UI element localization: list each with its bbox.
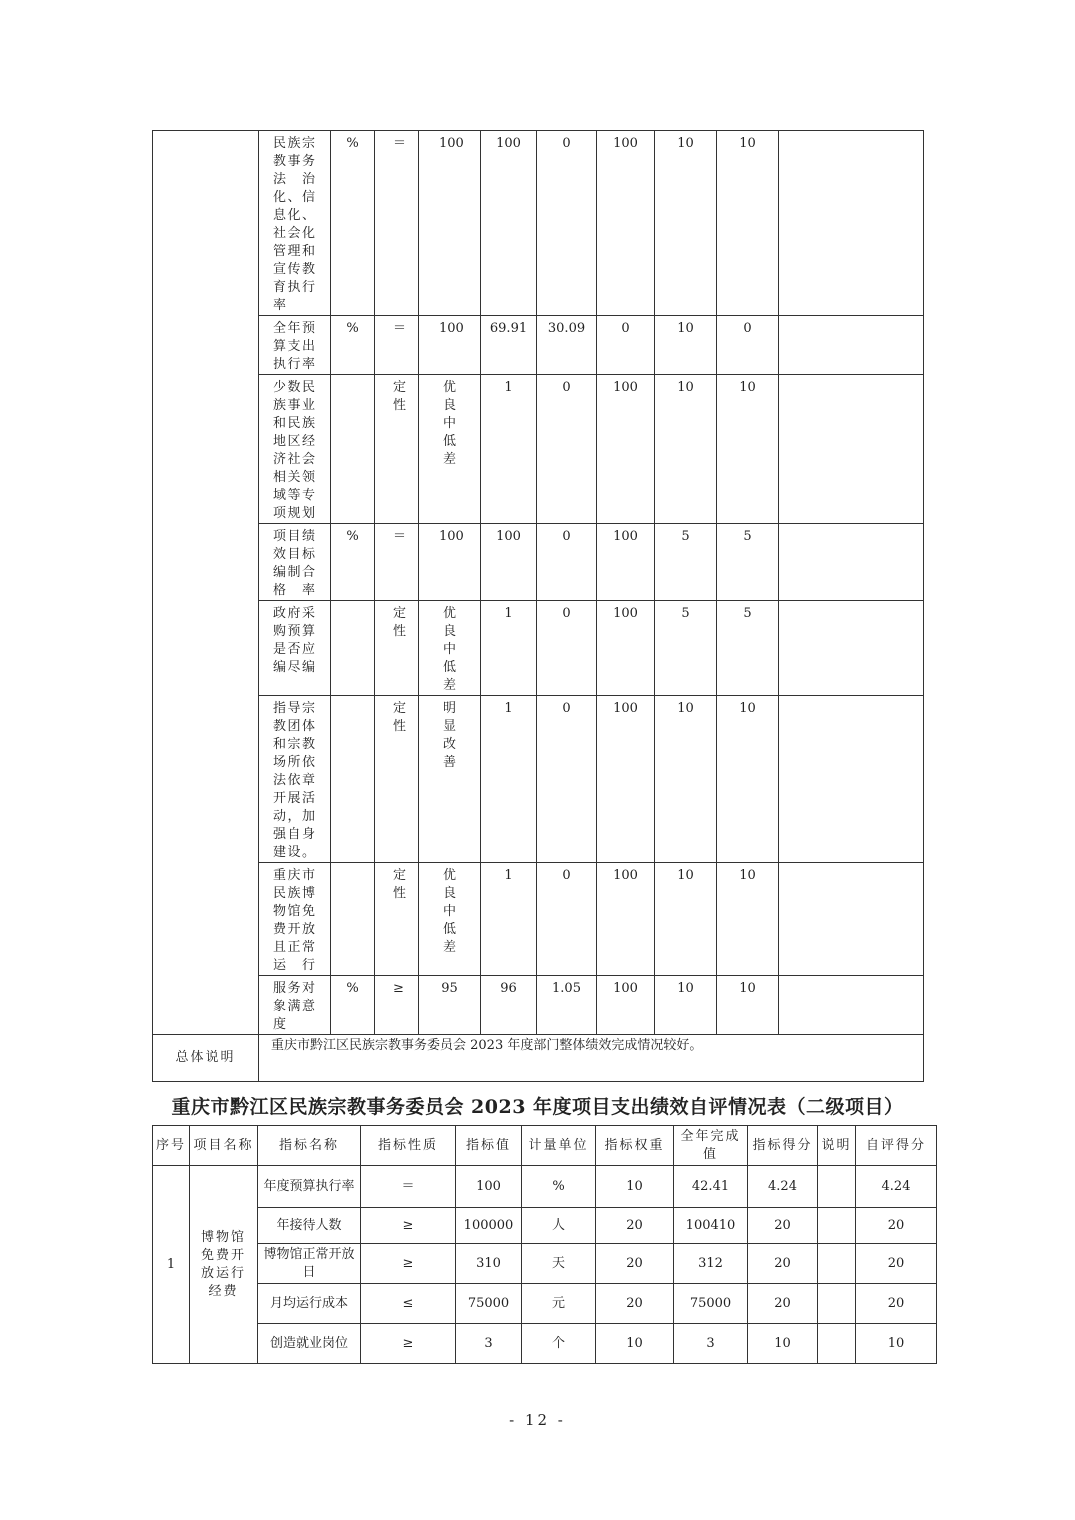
note-cell [818,1284,856,1324]
rate-cell: 100 [597,696,655,863]
summary-text: 重庆市黔江区民族宗教事务委员会 2023 年度部门整体绩效完成情况较好。 [259,1035,924,1082]
indicator-name: 服务对象满意度 [259,976,331,1035]
operator-cell: 定性 [375,375,419,524]
unit-cell: 元 [522,1284,596,1324]
column-header: 说明 [818,1126,856,1166]
actual-cell: 1 [481,601,537,696]
actual-cell: 42.41 [674,1166,748,1208]
column-header: 指标值 [456,1126,522,1166]
weight-cell: 10 [655,316,717,375]
unit-cell [331,863,375,976]
operator-cell: ＝ [361,1166,456,1208]
unit-cell: % [331,131,375,316]
table-row [153,601,924,696]
note-cell [779,601,924,696]
weight-cell: 10 [655,131,717,316]
rate-cell: 0 [597,316,655,375]
target-cell: 优良中低差 [419,375,481,524]
deviation-cell: 0 [537,375,597,524]
target-cell: 明显改善 [419,696,481,863]
operator-cell: ≥ [361,1208,456,1244]
rate-cell: 100 [597,601,655,696]
operator-cell: 定性 [375,863,419,976]
weight-cell: 10 [596,1324,674,1364]
indicator-name: 少数民族事业和民族地区经济社会相关领域等专项规划 [259,375,331,524]
column-header: 项目名称 [190,1126,258,1166]
project-name: 博物馆免费开放运行经费 [190,1166,258,1364]
note-cell [818,1208,856,1244]
indicator-name: 全年预算支出执行率 [259,316,331,375]
category-cell [153,131,259,1035]
table-row [153,1208,937,1244]
actual-cell: 1 [481,863,537,976]
sequence-cell: 1 [153,1166,190,1364]
column-header: 指标性质 [361,1126,456,1166]
unit-cell: 个 [522,1324,596,1364]
department-performance-table [152,130,924,1082]
weight-cell: 10 [655,375,717,524]
operator-cell: ≤ [361,1284,456,1324]
table-row [153,1324,937,1364]
unit-cell: % [331,976,375,1035]
note-cell [779,131,924,316]
table-row [153,131,924,316]
table-row [153,1166,937,1208]
target-cell: 100 [419,316,481,375]
score-cell: 10 [717,863,779,976]
target-cell: 100 [419,524,481,601]
column-header: 全年完成值 [674,1126,748,1166]
deviation-cell: 0 [537,131,597,316]
note-cell [818,1324,856,1364]
operator-cell: ＝ [375,524,419,601]
weight-cell: 5 [655,524,717,601]
operator-cell: ≥ [361,1324,456,1364]
actual-cell: 100410 [674,1208,748,1244]
header-row [153,1126,937,1166]
unit-cell: % [331,524,375,601]
project-performance-table [152,1125,937,1364]
operator-cell: 定性 [375,601,419,696]
actual-cell: 312 [674,1244,748,1284]
column-header: 序号 [153,1126,190,1166]
deviation-cell: 0 [537,524,597,601]
note-cell [818,1166,856,1208]
actual-cell: 100 [481,131,537,316]
indicator-name: 项目绩效目标编制合格率 [259,524,331,601]
self-score-cell: 20 [856,1284,937,1324]
rate-cell: 100 [597,131,655,316]
actual-cell: 1 [481,375,537,524]
rate-cell: 100 [597,976,655,1035]
deviation-cell: 30.09 [537,316,597,375]
weight-cell: 10 [655,976,717,1035]
indicator-name: 政府采购预算是否应编尽编 [259,601,331,696]
operator-cell: ＝ [375,316,419,375]
weight-cell: 10 [655,696,717,863]
table-row [153,524,924,601]
unit-cell [331,601,375,696]
indicator-name: 年接待人数 [258,1208,361,1244]
actual-cell: 3 [674,1324,748,1364]
score-cell: 10 [717,375,779,524]
table-row [153,696,924,863]
weight-cell: 20 [596,1244,674,1284]
summary-row [153,1035,924,1082]
note-cell [779,375,924,524]
weight-cell: 20 [596,1208,674,1244]
table-row [153,1284,937,1324]
score-cell: 5 [717,524,779,601]
value-cell: 3 [456,1324,522,1364]
section-title: 重庆市黔江区民族宗教事务委员会 2023 年度项目支出绩效自评情况表（二级项目） [171,1096,904,1118]
deviation-cell: 0 [537,863,597,976]
value-cell: 310 [456,1244,522,1284]
target-cell: 95 [419,976,481,1035]
indicator-name: 重庆市民族博物馆免费开放且正常运行 [259,863,331,976]
actual-cell: 1 [481,696,537,863]
weight-cell: 20 [596,1284,674,1324]
column-header: 计量单位 [522,1126,596,1166]
unit-cell [331,375,375,524]
column-header: 指标名称 [258,1126,361,1166]
score-cell: 0 [717,316,779,375]
score-cell: 10 [717,696,779,863]
rate-cell: 100 [597,524,655,601]
weight-cell: 10 [655,863,717,976]
actual-cell: 75000 [674,1284,748,1324]
note-cell [779,316,924,375]
score-cell: 10 [748,1324,818,1364]
self-score-cell: 20 [856,1244,937,1284]
score-cell: 20 [748,1244,818,1284]
unit-cell: % [331,316,375,375]
column-header: 指标权重 [596,1126,674,1166]
indicator-name: 博物馆正常开放日 [258,1244,361,1284]
target-cell: 100 [419,131,481,316]
page-number: - 12 - [509,1411,566,1429]
table-row [153,863,924,976]
indicator-name: 月均运行成本 [258,1284,361,1324]
unit-cell: 人 [522,1208,596,1244]
rate-cell: 100 [597,375,655,524]
weight-cell: 5 [655,601,717,696]
value-cell: 100 [456,1166,522,1208]
operator-cell: ≥ [361,1244,456,1284]
self-score-cell: 10 [856,1324,937,1364]
table-row [153,976,924,1035]
deviation-cell: 0 [537,601,597,696]
unit-cell [331,696,375,863]
indicator-name: 年度预算执行率 [258,1166,361,1208]
deviation-cell: 1.05 [537,976,597,1035]
value-cell: 75000 [456,1284,522,1324]
note-cell [779,524,924,601]
actual-cell: 96 [481,976,537,1035]
score-cell: 10 [717,976,779,1035]
column-header: 自评得分 [856,1126,937,1166]
note-cell [779,696,924,863]
score-cell: 4.24 [748,1166,818,1208]
indicator-name: 指导宗教团体和宗教场所依法依章开展活动，加强自身建设。 [259,696,331,863]
value-cell: 100000 [456,1208,522,1244]
score-cell: 5 [717,601,779,696]
operator-cell: 定性 [375,696,419,863]
table-row [153,316,924,375]
operator-cell: ＝ [375,131,419,316]
operator-cell: ≥ [375,976,419,1035]
column-header: 指标得分 [748,1126,818,1166]
unit-cell: 天 [522,1244,596,1284]
self-score-cell: 4.24 [856,1166,937,1208]
table-row [153,1244,937,1284]
weight-cell: 10 [596,1166,674,1208]
score-cell: 20 [748,1208,818,1244]
unit-cell: % [522,1166,596,1208]
deviation-cell: 0 [537,696,597,863]
self-score-cell: 20 [856,1208,937,1244]
indicator-name: 民族宗教事务法治化、信息化、社会化管理和宣传教育执行率 [259,131,331,316]
actual-cell: 69.91 [481,316,537,375]
score-cell: 20 [748,1284,818,1324]
score-cell: 10 [717,131,779,316]
actual-cell: 100 [481,524,537,601]
summary-label: 总体说明 [153,1035,259,1082]
target-cell: 优良中低差 [419,601,481,696]
note-cell [779,976,924,1035]
target-cell: 优良中低差 [419,863,481,976]
note-cell [818,1244,856,1284]
indicator-name: 创造就业岗位 [258,1324,361,1364]
rate-cell: 100 [597,863,655,976]
note-cell [779,863,924,976]
table-row [153,375,924,524]
